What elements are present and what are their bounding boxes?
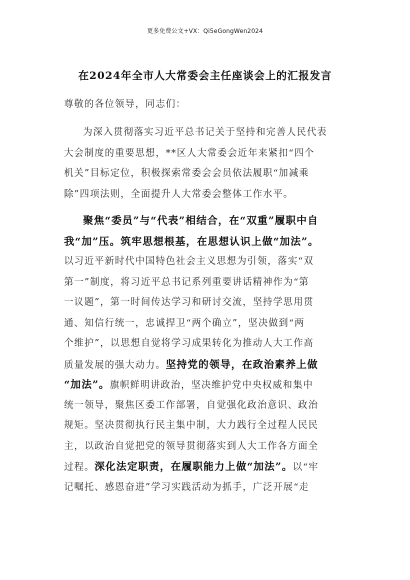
text-line: 统一领导，聚焦区委工作部署，自觉强化政治意识、政治 [64, 399, 319, 411]
text-run: 旗帜鲜明讲政治，坚决维护党中央权威和集中 [109, 380, 314, 391]
text-line [64, 375, 354, 396]
text-line: 主，以政治自觉把党的领导贯彻落实到人大工作各方面全 [64, 440, 319, 452]
section-heading-line: 聚焦“委员”与“代表”相结合，在“双重”履职中自 [83, 215, 319, 227]
paragraph-intro [64, 123, 354, 205]
text-line [64, 457, 354, 478]
text-line: 以习近平新时代中国特色社会主义思想为引领，落实“双 [64, 256, 314, 267]
subheading-run: 深化法定职责，在履职能力上做“加法”。 [94, 461, 293, 473]
text-line: 个维护”，以思想自觉将学习成果转化为推动人大工作高 [64, 338, 314, 349]
text-line: 一议题”，第一时间传达学习和研讨交流，坚持学思用贯 [64, 297, 314, 308]
text-line: 规矩。坚决贯彻执行民主集中制，大力践行全过程人民民 [64, 420, 319, 431]
text-line: 通、知信行统一，忠诚捍卫“两个确立”，坚决做到“两 [64, 317, 305, 329]
text-line: 机关”目标定位，积极探索常委会会员依法履职“加减乘 [64, 168, 310, 179]
text-run: 过程。 [64, 462, 95, 473]
text-run: 质量发展的强大动力。 [64, 359, 166, 371]
text-line: 记嘱托、感恩奋进”学习实践活动为抓手，广泛开展“走 [64, 481, 310, 493]
document-title: 在2024年全市人大常委会主任座谈会上的汇报发言 [78, 70, 332, 82]
text-line: 第一”制度，将习近平总书记系列重要讲话精神作为“第 [64, 276, 310, 288]
salutation: 尊敬的各位领导，同志们： [64, 99, 187, 110]
section-heading-line: 我“加”压。筑牢思想根基，在思想认识上做“加法”。 [64, 235, 319, 248]
text-run: 以“牢 [292, 462, 319, 473]
text-line: 大会制度的重要思想，**区人大常委会近年来紧扣“四个 [64, 147, 315, 159]
header-banner: 更多免费公文+VX：Qi5eGongWen2024 [147, 28, 263, 35]
text-line [64, 355, 354, 376]
subheading-run: 坚持党的领导，在政治素养上做 [165, 358, 319, 371]
subheading-run: “加法”。 [64, 379, 110, 391]
text-line: 除”四项法则，全面提升人大常委会整体工作水平。 [64, 188, 294, 200]
paragraph-section-one [64, 211, 354, 498]
text-line: 为深入贯彻落实习近平总书记关于坚持和完善人民代表 [83, 127, 328, 138]
